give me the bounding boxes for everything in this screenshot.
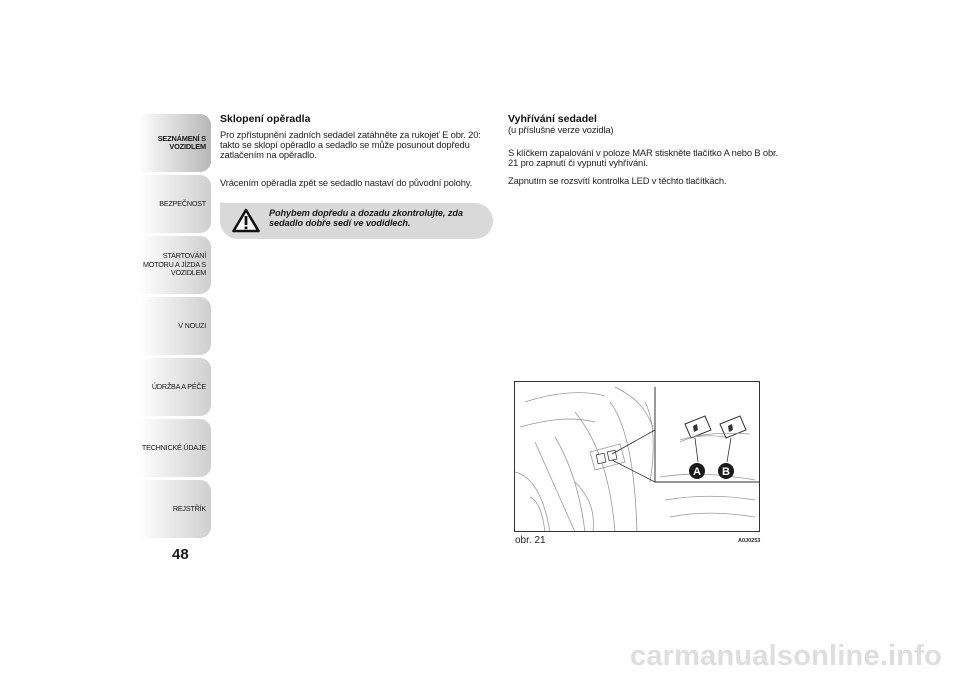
tab-bezpecnost[interactable]: [139, 175, 211, 233]
tab-label: STARTOVÁNÍ MOTORU A JÍZDA S VOZIDLEM: [143, 251, 206, 278]
watermark: carmanualsonline.info: [630, 640, 942, 672]
warning-box: [220, 203, 493, 239]
section-heading-sklopeni: Sklopení opěradla: [220, 113, 311, 125]
tab-label: BEZPEČNOST: [159, 198, 206, 208]
figure-seat-heating-buttons: [514, 381, 760, 532]
warning-triangle-icon: [232, 208, 260, 238]
paragraph: Zapnutím se rozsvítí kontrolka LED v těchto tlačítkách.: [508, 175, 727, 186]
warning-text: Pohybem dopředu a dozadu zkontrolujte, zda sedadlo dobře sedí ve vodidlech.: [269, 208, 463, 228]
callout-a-label: A: [693, 466, 701, 478]
tab-rejstrik[interactable]: [139, 480, 211, 538]
figure-code: A0J0253: [738, 538, 761, 544]
figure-caption: obr. 21: [515, 535, 546, 546]
tab-startovani-motoru[interactable]: [139, 236, 211, 294]
paragraph: S klíčkem zapalování v poloze MAR stiskněte tlačítko A nebo B obr. 21 pro zapnutí či vypnutí vyhřívání.: [508, 147, 778, 169]
section-subheading: (u příslušné verze vozidla): [508, 124, 614, 135]
tab-label: REJSTŘÍK: [172, 503, 206, 513]
console-illustration: [515, 382, 760, 532]
tab-technicke-udaje[interactable]: [139, 419, 211, 477]
chapter-tabs: [139, 114, 211, 541]
paragraph: Pro zpřístupnění zadních sedadel zatáhněte za rukojeť E obr. 20: takto se sklopí opěradlo a sedadlo se může posunout dopředu zatlačením na opěradlo.: [220, 129, 481, 161]
tab-label: V NOUZI: [178, 320, 206, 330]
tab-udrzba-a-pece[interactable]: [139, 358, 211, 416]
section-heading-vyhrivani: Vyhřívání sedadel: [508, 113, 597, 125]
tab-v-nouzi[interactable]: [139, 297, 211, 355]
tab-label: TECHNICKÉ ÚDAJE: [141, 442, 206, 452]
tab-label: SEZNÁMENÍ S VOZIDLEM: [157, 133, 206, 151]
tab-label: ÚDRŽBA A PÉČE: [151, 381, 206, 391]
paragraph: Vrácením opěradla zpět se sedadlo nastaví do původní polohy.: [220, 177, 473, 188]
page-number: 48: [172, 546, 189, 563]
tab-seznameni-s-vozidlem[interactable]: [139, 114, 211, 172]
callout-b-label: B: [722, 466, 730, 478]
